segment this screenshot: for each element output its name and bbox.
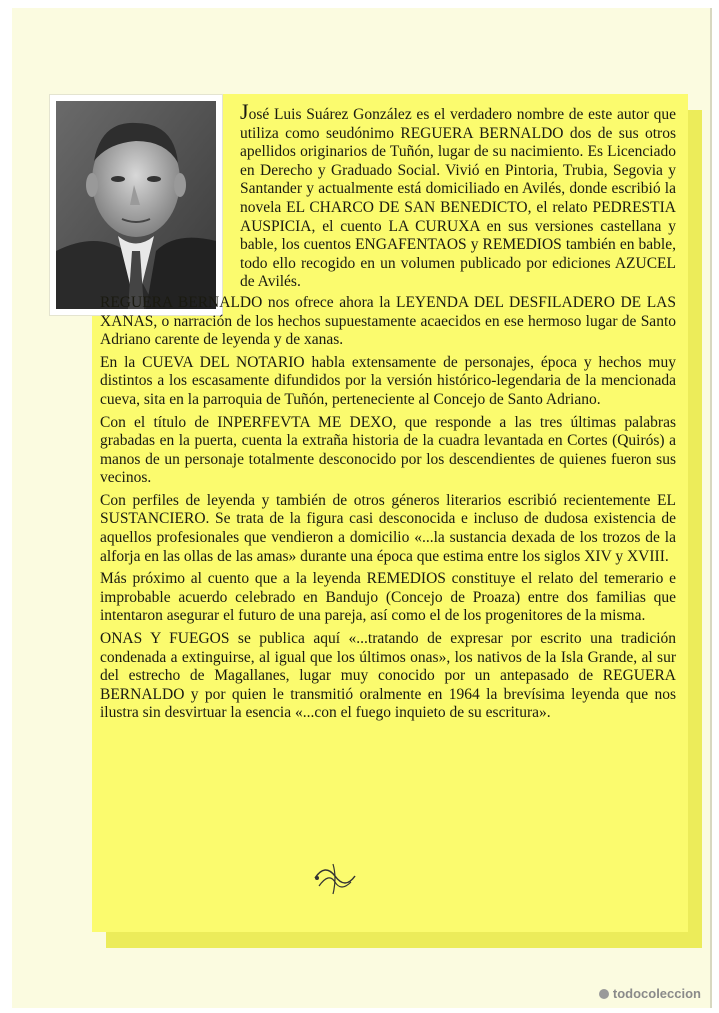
- paragraph-inperfevta: Con el título de INPERFEVTA ME DEXO, que responde a las tres últimas palabras grabadas en la puerta, cuenta la extraña historia de la cuadra levantada en Cortes (Quirós) a manos de un personaje totalmente desconocido por los descendientes de quienes fueron sus vecinos.: [100, 413, 676, 487]
- paragraph-cueva: En la CUEVA DEL NOTARIO habla extensamente de personajes, época y hechos muy distintos a los escasamente difundidos por la versión histórico-legendaria de la mencionada cueva, sita en la parroquia de Tuñón, perteneciente al Concejo de Santo Adriano.: [100, 353, 676, 408]
- watermark-logo-icon: [599, 989, 609, 999]
- paragraph-onas: ONAS Y FUEGOS se publica aquí «...tratando de expresar por escrito una tradición condenada a extinguirse, al igual que los últimos onas», los nativos de la Isla Grande, al sur del estrecho de Magallanes, lugar muy conocido por un antepasado de REGUERA BERNALDO y por quien le transmitió oralmente en 1964 la brevísima leyenda que nos ilustra sin desvirtuar la esencia «...con el fuego inquieto de su escritura».: [100, 630, 676, 722]
- paragraph-remedios: Más próximo al cuento que a la leyenda REMEDIOS constituye el relato del temerario e improbable acuerdo celebrado en Bandujo (Concejo de Proaza) entre dos familias que intentaron asegurar el futuro de una pareja, así como el de los progenitores de la misma.: [100, 570, 676, 625]
- paragraph-sustanciero: Con perfiles de leyenda y también de otros géneros literarios escribió recientemente EL SUSTANCIERO. Se trata de la figura casi desconocida e incluso de dudosa existencia de aquellos profesionales que vendieron a domicilio «...la sustancia dexada de los trozos de la alforja en las ollas de las amas» durante una época que estima entre los siglos XIV y XVIII.: [100, 491, 676, 565]
- paragraph-xanas: REGUERA BERNALDO nos ofrece ahora la LEYENDA DEL DESFILADERO DE LAS XANAS, o narración de los hechos supuestamente acaecidos en ese hermoso lugar de Santo Adriano carente de leyenda y de xanas.: [100, 293, 676, 349]
- watermark-text: todocoleccion: [612, 986, 701, 1001]
- book-description: [100, 99, 676, 723]
- watermark: [599, 986, 701, 1001]
- author-intro-paragraph: José Luis Suárez González es el verdadero nombre de este autor que utiliza como seudónimo REGUERA BERNALDO dos de sus otros apellidos originarios de Tuñón, lugar de su nacimiento. Es Licenciado en Derecho y Graduado Social. Vivió en Pintoria, Trubia, Segovia y Santander y actualmente está domiciliado en Avilés, donde escribió la novela EL CHARCO DE SAN BENEDICTO, el relato PEDRESTIA AUSPICIA, el cuento LA CURUXA en sus versiones castellana y bable, los cuentos ENGAFENTAOS y REMEDIOS también en bable, todo ello recogido en un volumen publicado por ediciones AZUCEL de Avilés.: [240, 99, 676, 291]
- decorative-flourish-icon: [305, 858, 365, 898]
